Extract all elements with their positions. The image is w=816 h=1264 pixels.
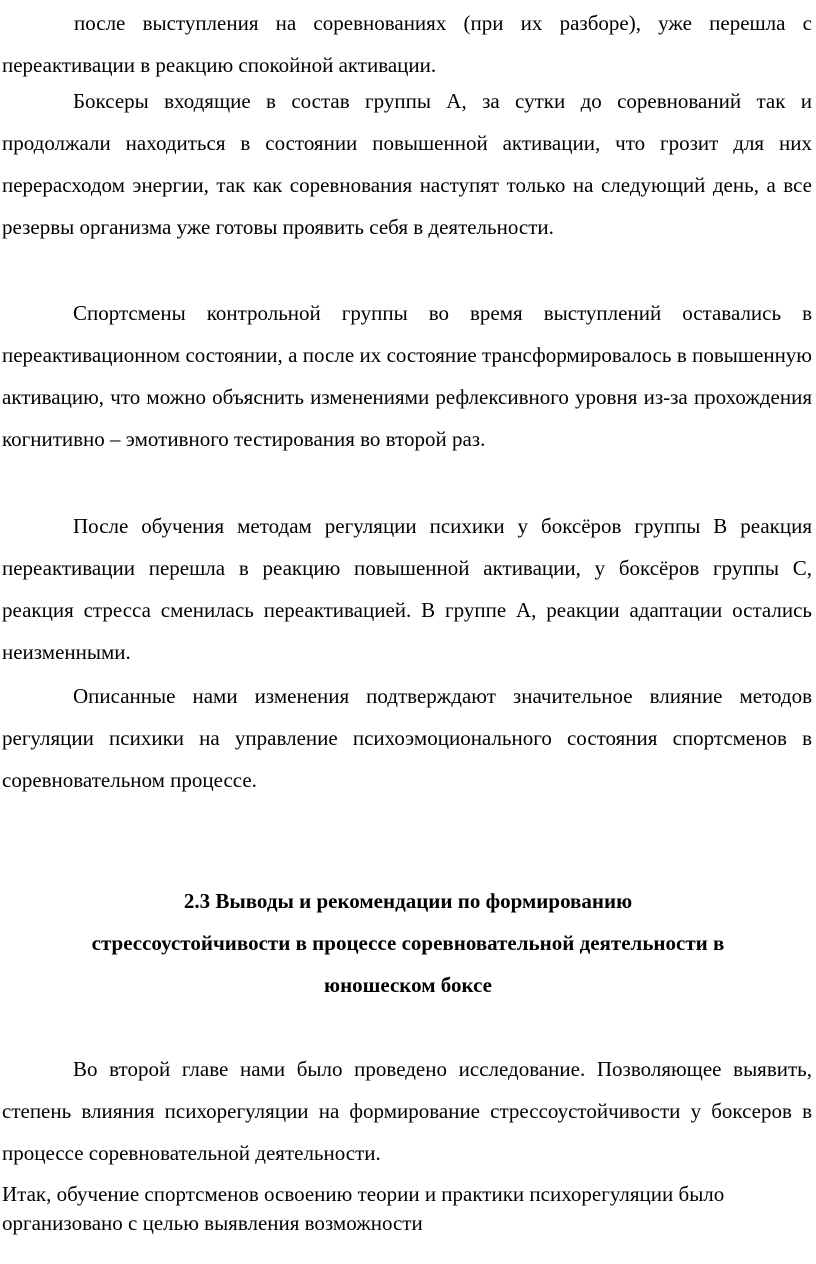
paragraph-conclusion: Описанные нами изменения подтверждают значительное влияние методов регуляции психики на управление психоэмоционального состояния спортсменов в соревновательном процессе. xyxy=(2,684,812,792)
paragraph-training-goal: Итак, обучение спортсменов освоению теории и практики психорегуляции было организовано с целью выявления возможности xyxy=(2,1182,725,1235)
paragraph-after-training: После обучения методам регуляции психики у боксёров группы В реакция переактивации перешла в реакцию повышенной активации, у боксёров группы С, реакция стресса сменилась переактивацией. В группе А, реакции адаптации остались неизменными. xyxy=(2,514,812,664)
paragraph-group-a: Боксеры входящие в состав группы А, за сутки до соревнований так и продолжали находиться в состоянии повышенной активации, что грозит для них перерасходом энергии, так как соревнования наступят только на следующий день, а все резервы организма уже готовы проявить себя в деятельности. xyxy=(2,89,812,239)
section-heading-line-3: юношеском боксе xyxy=(324,973,492,997)
section-heading xyxy=(20,880,796,1006)
paragraph-continuation: после выступления на соревнованиях (при их разборе), уже перешла с переактивации в реакцию спокойной активации. xyxy=(2,11,812,77)
section-heading-line-2: стрессоустойчивости в процессе соревновательной деятельности в xyxy=(91,931,725,955)
paragraph-second-chapter: Во второй главе нами было проведено исследование. Позволяющее выявить, степень влияния психорегуляции на формирование стрессоустойчивости у боксеров в процессе соревновательной деятельности. xyxy=(2,1057,812,1165)
paragraph-control-group: Спортсмены контрольной группы во время выступлений оставались в переактивационном состоянии, а после их состояние трансформировалось в повышенную активацию, что можно объяснить изменениями рефлексивного уровня из-за прохождения когнитивно – эмотивного тестирования во второй раз. xyxy=(2,301,812,451)
section-heading-line-1: 2.3 Выводы и рекомендации по формированию xyxy=(183,889,633,913)
